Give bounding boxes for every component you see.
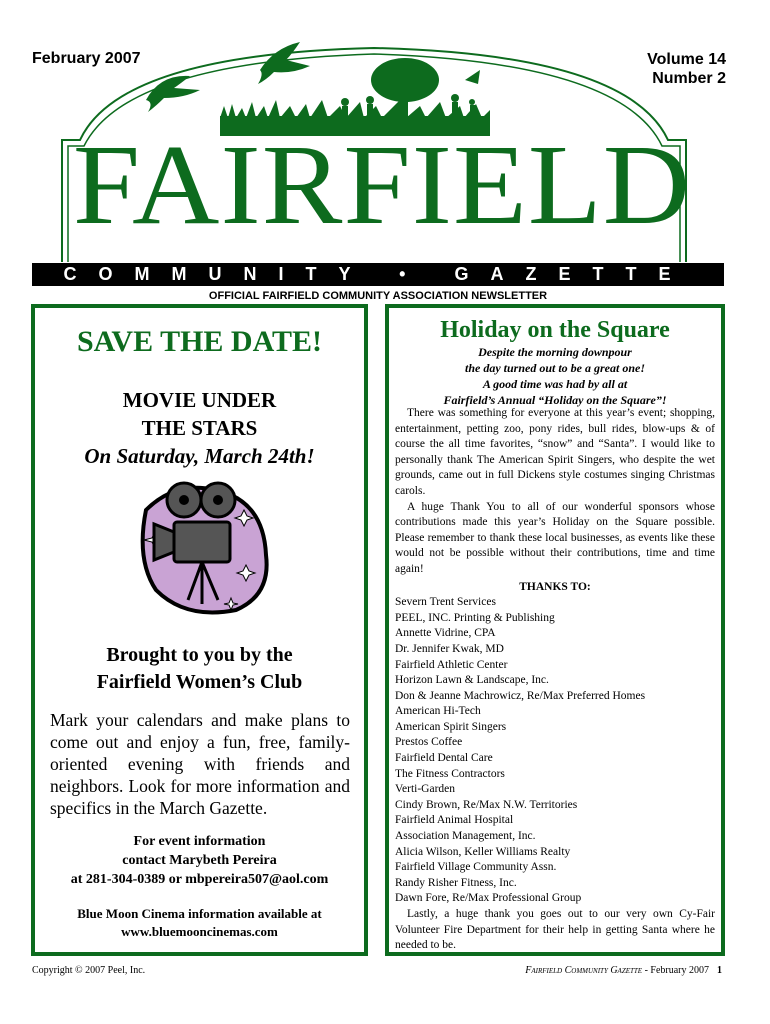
list-item: Severn Trent Services xyxy=(395,596,496,609)
list-item: Horizon Lawn & Landscape, Inc. xyxy=(395,674,549,687)
masthead-tagline: OFFICIAL FAIRFIELD COMMUNITY ASSOCIATION NEWSLETTER xyxy=(208,290,548,302)
event-title-line1: MOVIE UNDER xyxy=(122,388,277,412)
movie-camera-icon xyxy=(126,470,276,620)
masthead-title: FAIRFIELD xyxy=(72,121,692,248)
list-item: Fairfield Animal Hospital xyxy=(395,814,514,827)
sponsor-credit-line2: Fairfield Women’s Club xyxy=(96,671,303,693)
contact-line2: contact Marybeth Pereira xyxy=(122,853,277,868)
article-headline: Holiday on the Square xyxy=(440,317,670,343)
list-item: Randy Risher Fitness, Inc. xyxy=(395,876,517,889)
cinema-url: www.bluemooncinemas.com xyxy=(121,924,278,939)
article-paragraph: A huge Thank You to all of our wonderful sponsors whose contributions made this year’s Holiday on the Square possible. Please remember to thank these local businesses, as events like these would not be possible without their contributions, time and time again! xyxy=(395,500,715,575)
footer-publication: Fairfield Community Gazette xyxy=(525,965,643,976)
list-item: Dr. Jennifer Kwak, MD xyxy=(395,642,504,655)
cinema-info xyxy=(35,905,364,941)
article-sub-line2: the day turned out to be a great one! xyxy=(464,361,645,375)
list-item: Fairfield Athletic Center xyxy=(395,658,508,671)
page-footer xyxy=(525,965,722,976)
cinema-line1: Blue Moon Cinema information available at xyxy=(77,906,322,921)
contact-line3: at 281-304-0389 or mbpereira507@aol.com xyxy=(70,872,329,887)
list-item: Association Management, Inc. xyxy=(395,830,536,843)
list-item: Don & Jeanne Machrowicz, Re/Max Preferred Homes xyxy=(395,689,646,702)
number-label: Number 2 xyxy=(652,70,726,87)
article-closing: Lastly, a huge thank you goes out to our very own Cy-Fair Volunteer Fire Department for their help in getting Santa where he needed to be. xyxy=(395,908,715,952)
sponsor-credit-line1: Brought to you by the xyxy=(106,644,293,666)
list-item: Fairfield Dental Care xyxy=(395,752,493,765)
article-sub-line1: Despite the morning downpour xyxy=(478,345,632,359)
masthead-subtitle-bar: COMMUNITY • GAZETTE xyxy=(32,263,724,286)
sponsor-credit xyxy=(35,642,364,696)
list-item: American Hi-Tech xyxy=(395,705,481,718)
article-sub-line3: A good time was had by all at xyxy=(482,377,628,391)
list-item: PEEL, INC. Printing & Publishing xyxy=(395,611,555,624)
event-title-line2: THE STARS xyxy=(141,416,258,440)
event-title xyxy=(35,386,364,470)
footer-issue: - February 2007 xyxy=(642,965,709,976)
list-item: Fairfield Village Community Assn. xyxy=(395,861,557,874)
list-item: Cindy Brown, Re/Max N.W. Territories xyxy=(395,798,578,811)
issue-date: February 2007 xyxy=(32,50,141,67)
list-item: Prestos Coffee xyxy=(395,736,463,749)
contact-line1: For event information xyxy=(133,834,266,849)
list-item: Alicia Wilson, Keller Williams Realty xyxy=(395,845,571,858)
event-description: Mark your calendars and make plans to come out and enjoy a fun, free, family-oriented evening with friends and neighbors. Look for more information and specifics in the March Gazette. xyxy=(50,710,350,818)
list-item: American Spirit Singers xyxy=(395,720,507,733)
article-paragraph: There was something for everyone at this year’s event; shopping, entertainment, petting zoo, pony rides, bull rides, blow-ups & of course the all time favorites, “snow” and “Santa”. I would like to personally thank The American Spirit Singers, who despite the wet grounds, came out in full Dickens style costumes singing Christmas carols. xyxy=(395,407,715,497)
event-date: On Saturday, March 24th! xyxy=(84,444,315,468)
contact-info xyxy=(35,832,364,889)
article-subheadline xyxy=(389,344,721,408)
save-the-date-headline: SAVE THE DATE! xyxy=(76,325,323,358)
page-number: 1 xyxy=(717,965,722,976)
volume-label: Volume 14 xyxy=(647,51,726,68)
sponsor-list xyxy=(395,595,715,907)
article-sub-line4: Fairfield’s Annual “Holiday on the Square”! xyxy=(443,393,667,407)
copyright-notice: Copyright © 2007 Peel, Inc. xyxy=(32,965,146,976)
list-item: Dawn Fore, Re/Max Professional Group xyxy=(395,892,582,905)
thanks-heading: THANKS TO: xyxy=(519,580,591,593)
list-item: The Fitness Contractors xyxy=(395,767,505,780)
list-item: Verti-Garden xyxy=(395,783,456,796)
list-item: Annette Vidrine, CPA xyxy=(395,627,496,640)
article-body xyxy=(395,406,715,954)
